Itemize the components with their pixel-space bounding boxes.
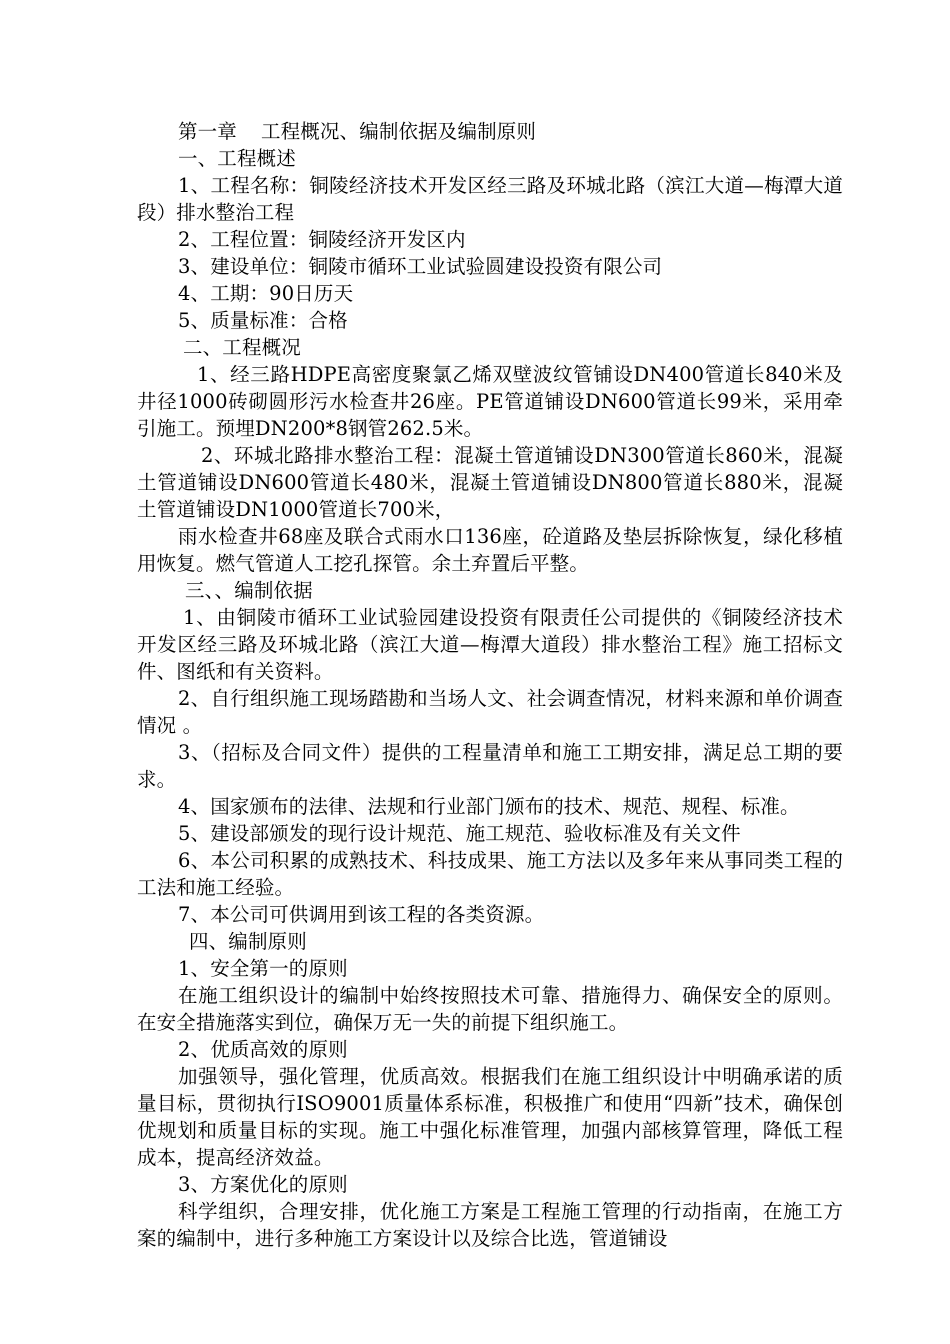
principle-text-optimization: 科学组织，合理安排，优化施工方案是工程施工管理的行动指南，在施工方案的编制中，进行多种施工方案设计以及综合比选，管道铺设 [137,1200,843,1250]
quality-standard-item: 5、质量标准：合格 [178,309,348,332]
basis-item-2: 2、自行组织施工现场踏勘和当场人文、社会调查情况，材料来源和单价调查情况 。 [137,687,843,737]
chapter-number: 第一章 [178,120,237,143]
summary-paragraph-road-3: 1、经三路HDPE高密度聚氯乙烯双壁波纹管铺设DN400管道长840米及井径1000砖砌圆形污水检查井26座。PE管道铺设DN600管道长99米，采用牵引施工。预埋DN200*8钢管262.5米。 [137,363,843,440]
chapter-heading [137,118,843,145]
basis-item-1: 1、由铜陵市循环工业试验园建设投资有限责任公司提供的《铜陵经济技术开发区经三路及环城北路（滨江大道—梅潭大道段）排水整治工程》施工招标文件、图纸和有关资料。 [137,606,843,683]
summary-paragraph-inspection-wells: 雨水检查井68座及联合式雨水口136座，砼道路及垫层拆除恢复，绿化移植用恢复。燃气管道人工挖孔探管。余土弃置后平整。 [137,525,843,575]
section-heading-overview: 一、工程概述 [178,147,296,170]
basis-item-4: 4、国家颁布的法律、法规和行业部门颁布的技术、规范、规程、标准。 [178,795,800,818]
principle-heading-optimization: 3、方案优化的原则 [178,1173,348,1196]
document-body [137,118,843,1252]
principle-heading-safety: 1、安全第一的原则 [178,957,348,980]
principle-heading-quality: 2、优质高效的原则 [178,1038,348,1061]
section-heading-principles: 四、编制原则 [189,930,307,953]
section-heading-summary: 二、工程概况 [183,336,301,359]
principle-text-safety: 在施工组织设计的编制中始终按照技术可靠、措施得力、确保安全的原则。在安全措施落实到位，确保万无一失的前提下组织施工。 [137,984,843,1034]
basis-item-7: 7、本公司可供调用到该工程的各类资源。 [178,903,545,926]
section-heading-basis: 三、、编制依据 [185,579,313,602]
basis-item-5: 5、建设部颁发的现行设计规范、施工规范、验收标准及有关文件 [178,822,741,845]
project-location-item: 2、工程位置：铜陵经济开发区内 [178,228,466,251]
chapter-title: 工程概况、编制依据及编制原则 [260,120,537,143]
project-name-item: 1、工程名称：铜陵经济技术开发区经三路及环城北路（滨江大道—梅潭大道段）排水整治工程 [137,174,843,224]
summary-paragraph-ring-north: 2、环城北路排水整治工程：混凝土管道铺设DN300管道长860米，混凝土管道铺设DN600管道长480米，混凝土管道铺设DN800管道长880米，混凝土管道铺设DN1000管道长700米， [137,444,843,521]
principle-text-quality: 加强领导，强化管理，优质高效。根据我们在施工组织设计中明确承诺的质量目标，贯彻执行ISO9001质量体系标准，积极推广和使用“四新”技术，确保创优规划和质量目标的实现。施工中强化标准管理，加强内部核算管理，降低工程成本，提高经济效益。 [137,1065,843,1169]
duration-item: 4、工期：90日历天 [178,282,354,305]
construction-unit-item: 3、建设单位：铜陵市循环工业试验圆建设投资有限公司 [178,255,663,278]
basis-item-6: 6、本公司积累的成熟技术、科技成果、施工方法以及多年来从事同类工程的工法和施工经验。 [137,849,843,899]
basis-item-3: 3、（招标及合同文件）提供的工程量清单和施工工期安排，满足总工期的要求。 [137,741,843,791]
